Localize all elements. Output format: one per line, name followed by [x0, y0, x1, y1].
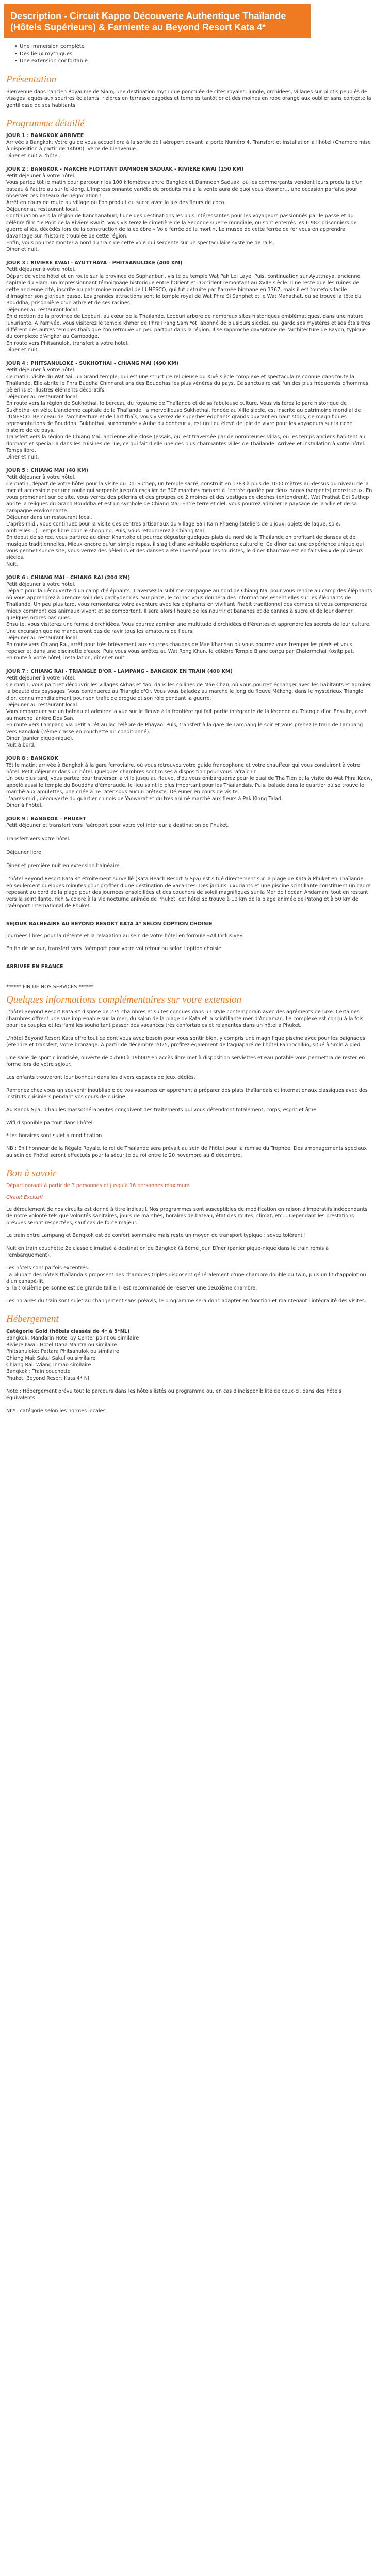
day-meal: Dîner et nuit. — [6, 347, 39, 353]
day-text: En direction de la province de Lopburi, au cœur de la Thaïlande. Lopburi arbore de nombreux sites historiques emblématiques, dans une nature luxuriante. À l'arrivée, vous visiterez le temple khmer de Phra Prang Sam Yot, abonné de plusieurs siècles, qui garde ses mystères et ses étais très différent des autres temples thaïs que l'on retrouve un peu partout dans la région. Il se rapproche davantage de l'architecture de Bayon, typique du complexe d'Angkor au Cambodge. — [6, 314, 371, 340]
day-text: En route vers la région de Sukhothai, le berceau du royaume de Thaïlande et de sa fabuleuse culture. Vous visiterez le parc historique de Sukhothai en vélo. L'ancienne capitale de la Thaïlande, la merveilleuse Sukhothai, fondée au XIIIe siècle, est inscrite au patrimoine mondial de l'UNESCO. Bercceau de l'architecture et de l'art thaïs, vous y verrez de superbes édphants grands ouvrant en haut stops, de magnifiques représentations de Bouddha. Sukhothai, surnommée « Aube du bonheur », est un lieu élevé de joie de vivre pour les voyageurs sur la riche histoire de ce pays. — [6, 401, 361, 433]
good-to-know-line: Le train entre Lampang et Bangkok est de confort sommaire mais reste un moyen de transport typique : soyez tolérant ! — [6, 1233, 306, 1239]
programme-day — [6, 668, 372, 749]
day-text: Vous partez tôt le matin pour parcourir les 100 kilomètres entre Bangkok et Damnoen Saduak, où les commerçants vendent leurs produits d'un bateau à l'autre au sur le klong. L'impressionnante variété de produits mis à la vente aura de quoi vous étonner… une occasion parfaite pour observer ces bateaux de négociation ! — [6, 180, 363, 199]
info-paragraph: L'hôtel Beyond Resort Kata 4* dispose de 275 chambres et suites conçues dans un style contemporain avec des agréments de luxe. Certaines chambres offrent une vue imprenable sur la mer, du salon de la plage de Kata et la scintillante mer d'Andaman. Le complexe est conçu à la fois pour les couples et les familles souhaitant passer des vacances très confortables et relaxantes dans un hôtel à Phuket. — [6, 1009, 364, 1028]
good-to-know-block — [6, 1206, 372, 1304]
day-text: Départ de votre hôtel et en route sur la province de Suphanburi, visite du temple Wat Pah Lei Laye. Puis, continuation sur Ayutthaya, ancienne capitale du Siam, un impressionnant témoignage historique entre l'Orient et l'Occident remontant au XVIIe siècle. Il ne reste que les ruines de cette ancienne cité, inscrite au patrimoine mondial de l'UNESCO, qui fut détruite par l'armée birmane en 1767, mais il est toutefois facile d'imaginer son glorieux passé. Les grandes attractions sont le temple royal de Wat Phra Si Sanphet et le Wat Mahathat, où se trouve la tête du Bouddha, prisonnière d'un arbre et de ses racines. — [6, 274, 362, 306]
day-text: Ce matin, départ de votre hôtel pour la visite du Doi Suthep, un temple sacré, construit en 1383 à plus de 1000 mètres au-dessus du niveau de la mer et accessible par une route qui serpente jusqu'à escalier de 306 marches menant à l'entrée gardée par deux nagas (serpents) monstrueux. En vous promenant sur ce site, vous verrez des pèlerins et des groupes de 2 moines et des vestiges de cloches (entendrent). Wat Prathat Doi Suthep abrite la reliques du Grand Bouddha et est un symbole de Chiang Mai. Entre terre et ciel, vous pourrez admirer le paysage de la ville et de sa campagne environnante. — [6, 481, 372, 514]
day-meal: Dîner à l'hôtel. — [6, 803, 43, 808]
day-text — [6, 829, 372, 836]
hotel-line: Riviere Kwai: Hotel Dana Mantra ou similaire — [6, 1342, 117, 1348]
good-to-know-line: La plupart des hôtels thaïlandais proposent des chambres triples disposent généralement d'une chambre double ou twin, plus un lit d'appoint ou d'un canapé-lit. — [6, 1272, 366, 1284]
good-to-know-line: Nuit en train couchette 2e classe climatisé à destination de Bangkok (à 8ème jour. Dîner (panier pique-nique dans le train remis à l'embarquement). — [6, 1246, 329, 1258]
day-text: Dîner et première nuit en extension balnéaire. — [6, 863, 121, 869]
day-text: L'après-midi, découverte du quartier chinois de Yaowarat et du très animé marché aux fleurs à Pak Klong Talad. — [6, 796, 283, 802]
info-paragraph: Une salle de sport climatisée, ouverte de 07h00 à 19h00* en accès libre met à disposition serviettes et eau potable vous permettra de rester en forme lors de votre séjour. — [6, 1055, 365, 1067]
good-to-know-heading: Bon à savoir — [6, 1168, 57, 1179]
info-paragraph: Au Kanok Spa, d'habiles massothérapeutes conçoivent des traitements qui vous détendront totalement, corps, esprit et âme. — [6, 1107, 318, 1113]
arrival-heading: ARRIVEE EN FRANCE — [6, 964, 63, 970]
complementary-block — [6, 1009, 372, 1159]
page-title: Description - Circuit Kappo Découverte Authentique Thaïlande (Hôtels Supérieurs) & Farniente au Beyond Resort Kata 4* — [4, 4, 311, 38]
good-to-know-paragraph — [6, 1232, 372, 1239]
day-text: Déjeuner au restaurant local. — [6, 702, 79, 708]
day-text: Déjeuner au restaurant local. — [6, 394, 79, 400]
accommodation-list — [6, 1328, 372, 1382]
stay-line: Journées libres pour la détente et la relaxation au sein de votre hôtel en formule «All Inclusive». — [6, 933, 245, 939]
day-text: Enfin, vous pourrez monter à bord du train de cette voie qui serpente sur un spectaculaire système de rails. — [6, 240, 274, 246]
main-content — [0, 43, 379, 1414]
day-meal: Dîner et nuit. — [6, 454, 39, 460]
day-title: JOUR 1 : BANGKOK ARRIVEE — [6, 133, 84, 139]
good-to-know-line: Les horaires du train sont sujet au changement sans préavis, le programme sera donc adapter en fonction et maintenant l'intégralité des visites. — [6, 1298, 366, 1304]
day-meal: Dîner et nuit à l'hôtel. — [6, 153, 60, 159]
local-norms-footnote: NL* : catégorie selon les normes locales — [6, 1408, 106, 1414]
accommodation-note: Note : Hébergement prévu tout le parcours dans les hôtels listés ou programme ou, en cas d'indisponibilité de ceux-ci, dans des hôtels équivalents. — [6, 1388, 341, 1401]
programme-heading: Programme détaillé — [6, 118, 85, 129]
hotel-line: Chiang Rai: Wiang Inmao similaire — [6, 1362, 91, 1368]
day-text: Petit déjeuner et transfert vers l'aéroport pour votre vol intérieur à destination de Phuket. — [6, 823, 229, 828]
good-to-know-paragraph — [6, 1265, 372, 1292]
day-text: Déjeuner libre. — [6, 850, 43, 855]
good-to-know-paragraph — [6, 1245, 372, 1259]
day-text — [6, 842, 372, 849]
programme-day — [6, 132, 372, 159]
highlight-item: • Une extension confortable — [14, 58, 372, 65]
accommodation-heading: Hébergement — [6, 1314, 59, 1325]
programme-day — [6, 467, 372, 568]
highlights-list — [14, 43, 372, 65]
hotel-category: Catégorie Gold (hôtels classés de 4* à 5*NL) — [6, 1329, 130, 1334]
programme-days — [6, 132, 372, 869]
day-text: Un peu plus tard, vous partez pour traverser la ville jusqu'au fleuve, d'où vous embarquerez pour le quai de Tha Tien et la visite du Wat Phra Kaew, appelé aussi le temple du Bouddha d'émeraude, le lieu saint le plus important pour les Thaïlandais. Puis, balade dans le quartier où se trouve le marché aux amulettes, une criée à ne rater sous aucun prétexte. Déjeuner en cours de visite. — [6, 776, 372, 795]
hotel-intro: L'hôtel Beyond Resort Kata 4* étroitement surveillé (Kata Beach Resort & Spa) est situé directement sur la plage de Kata à Phuket en Thaïlande, en seulement quelques minutes pour profiter d'une destination de vacances. Des jardins luxuriants et une piscine scintillante constituent un cadre reposant au bord de la plage pour des journées ensoleillées et des couchers de soleil magnifiques sur la Mer de l'océan Andaman, tout en restant vers la scintillante, rich & coloré à la vie nocturne animée de Phuket, cet hôtel se trouve à 10 km de la plage animée de Patong et à 50 km de l'aéroport International de Phuket. — [6, 876, 371, 909]
info-paragraph: Wifi disponible partout dans l'hôtel. — [6, 1120, 94, 1126]
info-paragraph: NB : En l'honneur de la Régale Royale, le roi de Thaïlande sera prévait au sein de l'hôtel pour la remise du Trophée. Des aménagements spéciaux au sein de l'hôtel seront effectués pour la sécurité du roi entre le 20 novembre au 6 décembre. — [6, 1146, 367, 1158]
day-meal: Dîner et nuit. — [6, 247, 39, 252]
presentation-heading: Présentation — [6, 74, 57, 85]
day-meal: Nuit. — [6, 562, 18, 567]
programme-day — [6, 574, 372, 662]
day-text: Petit déjeuner à votre hôtel. — [6, 474, 76, 480]
day-title: JOUR 3 : RIVIERE KWAI - AYUTTHAYA - PHITSANULOKE (400 KM) — [6, 260, 183, 266]
programme-day — [6, 755, 372, 809]
guaranteed-departure: Départ garanti à partir de 3 personnes et jusqu'à 16 personnes maximum — [6, 1183, 190, 1189]
day-text: Petit déjeuner à votre hôtel. — [6, 675, 76, 681]
day-text — [6, 856, 372, 862]
day-text: Tôt le matin, arrivée à Bangkok à la gare ferroviaire, où vous retrouvez votre guide francophone et votre chauffeur qui vous conduiront à votre hôtel. Petit déjeuner dans un hôtel. Quelques chambres sont mises à disposition pour vous rafraîchir. — [6, 762, 360, 775]
day-text: Vous embarquer sur un bateau et admirez la vue sur le fleuve à la frontière qui fait partie intégrante de la légende du Triangle d'or. Ensuite, arrêt au marché lanière Dos San. — [6, 709, 367, 721]
day-text: En route vers Phitsanulok, transfert à votre hôtel. — [6, 341, 129, 346]
day-text: Ensuite, vous visiterez une ferme d'orchidées. Vous pourrez admirer une multitude d'orchidées différentes et apprendre les secrets de leur culture. Une excursion que ne manqueront pas de ravir tous les amateurs de fleurs. — [6, 622, 371, 634]
day-title: JOUR 5 : CHIANG MAI (40 KM) — [6, 468, 89, 473]
day-text: Ce matin, vous partirez découvrir les villages Akhas et Yao, dans les collines de Mae Chan, où vous pourrez échanger avec les habitants et admirer la beauté des paysages. Vous continuerez au Triangle d'Or. Vous vous baladez au marché le long du fleuve Mékong, dans le mystérieux Triangle d'or, connu mondialement pour son trafic de drogue et son rôle pendant la guerre. — [6, 682, 371, 701]
info-paragraph: Ramenez chez vous un souvenir inoubliable de vos vacances en apprenant à préparer des plats thaïlandais et internationaux classiques avec des instituts cuisiniers pendant vos cours de cuisine. — [6, 1088, 368, 1100]
day-text: Déjeuner dans un restaurant local. — [6, 515, 92, 520]
day-title: JOUR 6 : CHIANG MAI - CHIANG RAI (200 KM) — [6, 575, 131, 581]
hotel-line: Phuket: Beyond Resort Kata 4* NI — [6, 1376, 89, 1381]
hotel-line: Bangkok : Train couchette — [6, 1369, 71, 1375]
day-text: L'après-midi, vous continuez pour la visite des centres artisanaux du village San Kam Phaeng (ateliers de bijoux, objets de laque, soie, ombrelles…). Temps libre pour le shopping. Puis, vous retournerez à Chiang Mai. — [6, 521, 340, 534]
day-text: Nuit à bord. — [6, 742, 36, 748]
day-text: Transfert vers votre hôtel. — [6, 836, 71, 842]
day-title: JOUR 2 : BANGKOK - MARCHE FLOTTANT DAMNOEN SADUAK - RIVIERE KWAI (150 KM) — [6, 166, 244, 172]
highlight-item: • Une immersion complète — [14, 43, 372, 50]
day-text: Ce matin, visite du Wat Yai, un Grand temple, qui est une structure religieuse du XIVè siècle complexe et spectaculaire connue dans toute la Thaïlande. Elle abrite le Phra Buddha Chinnarat ans des Bouddhas les plus vénérés du pays. Ce sanctuaire est l'un des plus fréquentés d'hommes pèlerins et illustres éléments décoratifs. — [6, 374, 368, 393]
day-text: Arrêt en cours de route au village où l'on produit du sucre avec la jus des fleurs de coco. — [6, 200, 226, 206]
day-title: JOUR 7 : CHIANG RAI - TRIANGLE D'OR - LAMPANG - BANGKOK EN TRAIN (400 KM) — [6, 669, 233, 674]
day-text: Arrivée à Bangkok. Votre guide vous accueillera à la sortie de l'aéroport devant la porte Numéro 4. Transfert et installation à l'hôtel (Chambre mise à disposition à partir de 14h00). Verre de bienvenue. — [6, 140, 371, 152]
end-of-services: ****** FIN DE NOS SERVICES ****** — [6, 984, 94, 990]
day-text: Petit déjeuner à votre hôtel. — [6, 367, 76, 373]
day-title: JOUR 4 : PHITSANULOKE - SUKHOTHAI - CHIANG MAI (490 KM) — [6, 361, 179, 366]
day-text: Continuation vers la région de Kanchanaburi, l'une des destinations les plus intéressantes pour les voyageurs passionnés par le passé et du célèbre film "le Pont de la Rivière Kwai". Vous visiterez le cimetière de la Seconde Guerre mondiale, où sont enterrés les 6 982 prisonniers de guerre alliés, décédés lors de la construction de la célèbre « Voie ferrée de la mort ». Le musée de cette ferrée de fer vous en apprendra davantage sur l'histoire troublée de cette région. — [6, 213, 357, 239]
good-to-know-line: Si la troisième personne est de grande taille, il est recommandé de réserver une deuxième chambre. — [6, 1285, 257, 1291]
day-title: JOUR 8 : BANGKOK — [6, 756, 58, 761]
day-text: En route à votre hôtel, installation, dîner et nuit. — [6, 655, 126, 661]
programme-day — [6, 360, 372, 461]
highlight-item: • Des lieux mythiques — [14, 50, 372, 58]
day-text: Petit déjeuner à votre hôtel. — [6, 582, 76, 587]
day-text: En route vers Lampang via petit arrêt au lac célèbre de Phayao. Puis, transfert à la gare de Lampang le soir et vous prenez le train de Lampang vers Bangkok (2ème classe en couchette air conditionné). — [6, 722, 363, 735]
page — [0, 4, 391, 1414]
day-text: Déjeuner au restaurant local. — [6, 635, 79, 641]
info-paragraph: L'hôtel Beyond Resort Kata offre tout ce dont vous avez besoin pour vous sentir bien, y compris une magnifique piscine avec pour les baignades (étendre et transfert, votre bronzage. À partir de décembre 2025, profitez également de l'aquaparé de l'hôtel Pannochiluo, situé à 5min à pied. — [6, 1036, 365, 1048]
stay-line: En fin de séjour, transfert vers l'aéroport pour votre vol retour ou selon l'option choisie. — [6, 946, 223, 952]
day-text: En début de soirée, vous partirez au dîner Khantoke et pourrez déguster quelques plats du nord de la Thaïlande en profitant de danses et de musique traditionnelles. Mieux encore qu'un simple repas, il s'agit d'une véritable expérience culturelle. Ce dîner est une expérience unique qui vous permet sur ce site, vous verrez des pèlerins et des danses a été inventé pour les touristes, le dîner Khantoke est en fait vieux de plusieurs siècles. — [6, 535, 364, 561]
good-to-know-line: Le déroulement de nos circuits est donné à titre indicatif. Nos programmes sont susceptibles de modification en raison d'impératifs indépendants de notre volonté tels que volontés sanitaires, jours de marchés, horaires de bateau, état des routes, climat, etc… Cependant les prestations prévues seront respectées, sauf cas de force majeur. — [6, 1207, 368, 1226]
stay-heading: SEJOUR BALNEAIRE AU BEYOND RESORT KATA 4* SELON COPTION CHOISIE — [6, 921, 213, 927]
day-text: Déjeuner au restaurant local. — [6, 207, 79, 212]
day-text: En route vers Chiang Rai, arrêt pour très brièvement aux sources chaudes de Mae Khachan où vous pourrez vous tremper les pieds et vous reposer et dans une piscinette d'eaux. Puis vous vous arrêtez au Wat Rong Khun, le célèbre Temple Blanc conçu par Chalermchai Kositpipat. — [6, 642, 354, 654]
day-text: Déjeuner au restaurant local. — [6, 307, 79, 313]
programme-day — [6, 166, 372, 253]
exclusive-circuit: Circuit Exclusif — [6, 1195, 43, 1200]
day-title: JOUR 9 : BANGKOK - PHUKET — [6, 816, 86, 822]
presentation-text: Bienvenue dans l'ancien Royaume de Siam, une destination mythique ponctuée de cités royales, jungle, orchidées, villages sur pilotis peuplés de visages laqués aux sourires éclatants, rizières en terrasse pagodes et temples tantôt or et des moines en robe orange aux oublier sans contexte la gentillesse de ses habitants. — [6, 89, 371, 108]
complementary-heading: Quelques informations complémentaires sur votre extension — [6, 994, 242, 1005]
good-to-know-paragraph — [6, 1298, 372, 1304]
info-paragraph: * les horaires sont sujet à modification — [6, 1133, 102, 1139]
day-text: Départ pour la découverte d'un camp d'éléphants. Traversez la sublime campagne au nord de Chiang Mai pour vous rendre au camp des éléphants où vous apprendrez à prendre soin des pachydermes. Sur place, le cornac vous donnera des informations essentielles sur les éléphants de Thaïlande. Un peu plus tard, vous remonterez votre aventure avec les éléphants en vivifiant l'habit traditionnel des cornacs et vous comprendrez mieux comment ces animaux vivent et se comportent. Il sera alors l'heure de les nourrir et bananes et de cannes à sucre et de leur donner quelques ordres basiques. — [6, 588, 372, 621]
info-paragraph: Les enfants trouveront leur bonheur dans les divers espaces de jeux dédiés. — [6, 1075, 196, 1080]
hotel-line: Bangkok: Mandarin Hotel by Center point ou similaire — [6, 1335, 139, 1341]
day-text: Transfert vers la région de Chiang Mai, ancienne ville close (essais, qui est traversée par de nombreuses villas, où les temps anciens habitent au dormant et spécial la dans les cuisines de rue, ce qui fait d'elle une des plus charmantes villes de Thaïlande. Arrivée et installation à votre hôtel. Temps libre. — [6, 434, 366, 453]
good-to-know-line: Les hôtels sont parfois excentrés. — [6, 1265, 90, 1271]
hotel-line: Chiang Mai: Sakul Sakul ou similaire — [6, 1355, 96, 1361]
day-text: Petit déjeuner à votre hôtel. — [6, 173, 76, 179]
day-text: Dîner (panier pique-nique). — [6, 736, 74, 741]
programme-day — [6, 260, 372, 353]
day-text: Petit déjeuner à votre hôtel. — [6, 267, 76, 273]
programme-day — [6, 816, 372, 869]
good-to-know-paragraph — [6, 1206, 372, 1226]
hotel-line: Phitsanuloke: Pattara Phitsanulok ou similaire — [6, 1349, 119, 1354]
